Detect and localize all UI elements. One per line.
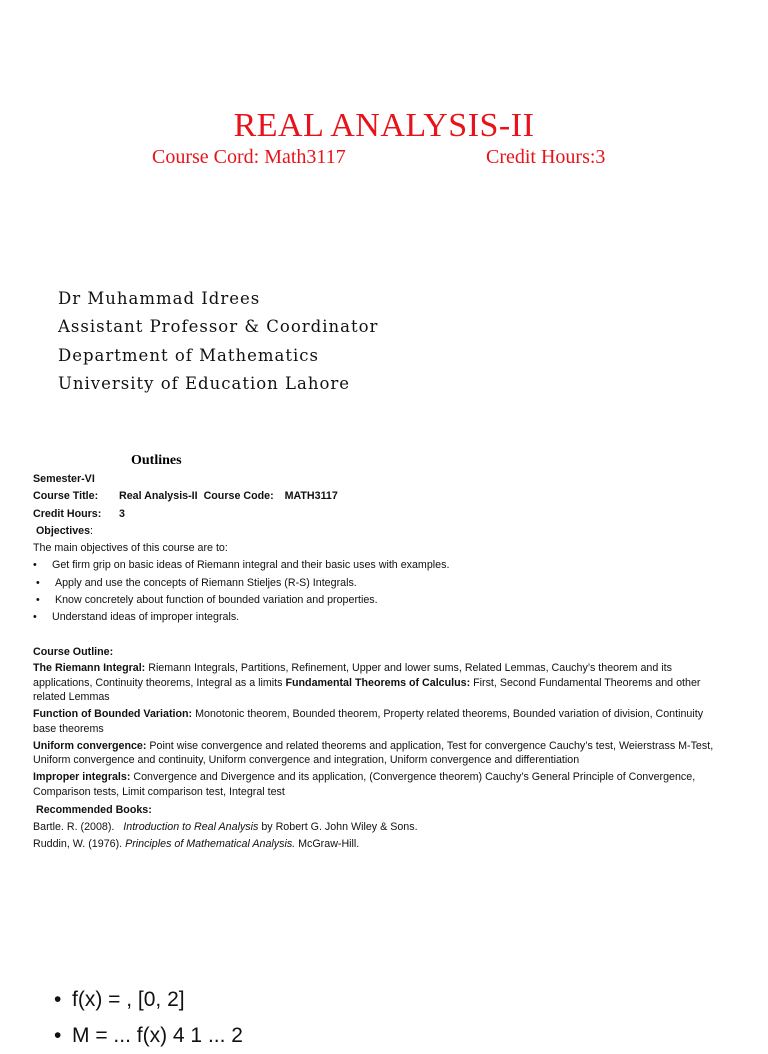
bullet-icon: • (35, 594, 40, 607)
author-name: Dr Muhammad Idrees (58, 289, 261, 308)
course-outline-document (33, 471, 723, 854)
author-department: Department of Mathematics (58, 345, 319, 365)
bullet-icon: • (35, 576, 40, 589)
credit-hours-value: 3 (119, 507, 125, 520)
recommended-books-label: Recommended Books: (35, 803, 152, 816)
topic-riemann-integral: The Riemann Integral: Riemann Integrals, Partitions, Refinement, Upper and lower sums, Related Lemmas, Cauchy’s theorem and its applications, Continuity theorems, Integral as a limits Fundamental Theorems of Calculus: First, Second Fundamental Theorems and other related Lemmas (33, 661, 701, 704)
document-title: REAL ANALYSIS-II (233, 107, 535, 144)
semester-label: Semester-VI (33, 473, 95, 485)
author-university: University of Education Lahore (58, 373, 351, 393)
course-code-value: MATH3117 (284, 490, 338, 503)
objective-item: • Understand ideas of improper integrals. (33, 609, 723, 626)
course-title-label: Course Title: (33, 490, 99, 503)
book-citation: Bartle. R. (2008). Introduction to Real Analysis by Robert G. John Wiley & Sons. (33, 821, 418, 834)
course-outline-label: Course Outline: (33, 645, 114, 658)
course-code-header: Course Cord: Math3117 (152, 146, 346, 168)
slide-bullet-line: • M = ... f(x) 4 1 ... 2 (54, 1018, 243, 1054)
outlines-heading: Outlines (131, 453, 182, 468)
course-title-value: Real Analysis-II (119, 490, 198, 503)
objective-item: • Get firm grip on basic ideas of Riemann integral and their basic uses with examples. (33, 557, 723, 574)
course-title-row (33, 488, 723, 505)
slide-bullet-line: • f(x) = , [0, 2] (54, 982, 243, 1018)
next-slide-preview (54, 982, 243, 1054)
book-citation: Ruddin, W. (1976). Principles of Mathematical Analysis. McGraw-Hill. (33, 838, 360, 851)
credit-hours-row (33, 506, 723, 523)
bullet-icon: • (33, 559, 37, 572)
credit-hours-header: Credit Hours:3 (486, 146, 606, 168)
objective-item: • Apply and use the concepts of Riemann Stieljes (R-S) Integrals. (33, 575, 723, 592)
bullet-icon: • (33, 611, 37, 624)
course-code-label: Course Code: (203, 490, 274, 503)
bullet-icon: • (54, 988, 62, 1011)
topic-bounded-variation: Function of Bounded Variation: Monotonic theorem, Bounded theorem, Property related theorems, Bounded variation of division, Continuity base theorems (33, 708, 704, 735)
topic-improper-integrals: Improper integrals: Convergence and Divergence and its application, (Convergence theorem) Cauchy’s General Principle of Convergence, Comparison tests, Limit comparison test, Integral test (33, 771, 696, 798)
author-block (58, 285, 378, 398)
objectives-intro: The main objectives of this course are to: (33, 542, 228, 555)
bullet-icon: • (54, 1024, 62, 1047)
author-position: Assistant Professor & Coordinator (58, 317, 379, 337)
objectives-heading: Objectives: (35, 524, 94, 537)
objective-item: • Know concretely about function of bounded variation and properties. (33, 592, 723, 609)
credit-hours-label: Credit Hours: (33, 507, 102, 520)
topic-uniform-convergence: Uniform convergence: Point wise convergence and related theorems and application, Test for convergence Cauchy’s test, Weierstrass M-Test, Uniform convergence and continuity, Uniform convergence and integration, Uniform convergence and differentiation (33, 739, 714, 767)
